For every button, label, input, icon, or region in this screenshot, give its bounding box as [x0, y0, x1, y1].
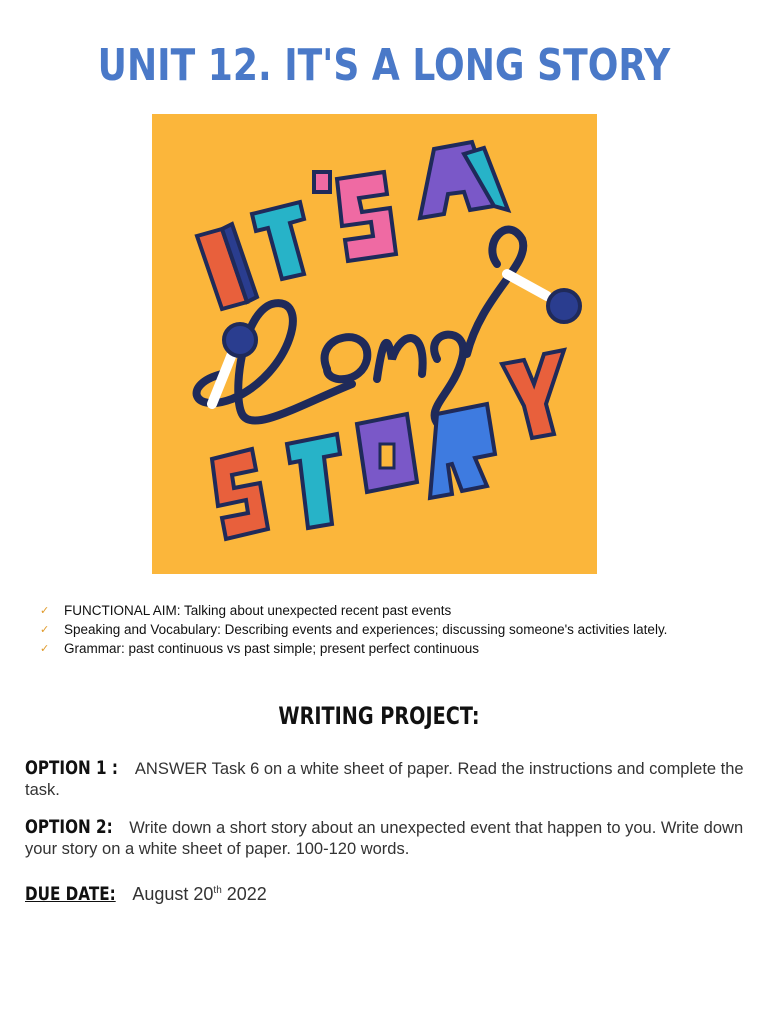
checkmark-icon: ✓: [40, 624, 50, 636]
checkmark-icon: ✓: [40, 605, 50, 617]
page-title: UNIT 12. IT'S A LONG STORY: [97, 40, 671, 91]
aim-grammar: [40, 641, 755, 657]
block-letter-s: [337, 172, 396, 261]
its-a-long-story-illustration: [152, 114, 597, 574]
aim-text: Describing events and experiences; discussing someone's activities lately.: [224, 622, 668, 637]
option-1-label: OPTION 1 :: [25, 757, 118, 779]
aim-speaking-vocabulary: [40, 622, 755, 638]
option-1-text: ANSWER Task 6 on a white sheet of paper. Read the instructions and complete the task.: [25, 760, 744, 799]
checkmark-icon: ✓: [40, 643, 50, 655]
cover-artwork: [152, 114, 597, 574]
block-letter-apostrophe: [314, 172, 330, 192]
due-date: [25, 880, 745, 905]
due-date-suffix: th: [213, 885, 222, 896]
block-letter-i: [197, 224, 257, 309]
option-2: [25, 817, 745, 860]
option-2-label: OPTION 2:: [25, 816, 113, 838]
due-date-label: DUE DATE:: [25, 883, 116, 905]
option-1: [25, 758, 745, 801]
aim-label: Speaking and Vocabulary:: [64, 622, 221, 637]
block-letter-t: [252, 202, 304, 279]
due-date-year: 2022: [221, 884, 267, 904]
writing-project-heading: WRITING PROJECT:: [278, 702, 480, 730]
aim-label: Grammar:: [64, 641, 125, 656]
due-date-text: August 20: [132, 884, 214, 904]
block-letter-y: [502, 350, 564, 438]
microphone-icon-right: [507, 274, 580, 322]
block-letter-t2: [287, 434, 340, 528]
aim-text: past continuous vs past simple; present perfect continuous: [128, 641, 479, 656]
aim-text: Talking about unexpected recent past events: [184, 603, 452, 618]
learning-aims-list: [40, 603, 755, 660]
aim-label: FUNCTIONAL AIM:: [64, 603, 181, 618]
aim-functional: [40, 603, 755, 619]
block-letter-o: [357, 414, 417, 492]
block-letter-r: [430, 404, 495, 498]
block-letter-a: [420, 142, 508, 218]
option-2-text: Write down a short story about an unexpected event that happen to you. Write down your story on a white sheet of paper. 100-120 words.: [25, 819, 744, 858]
block-letter-s2: [212, 449, 268, 539]
